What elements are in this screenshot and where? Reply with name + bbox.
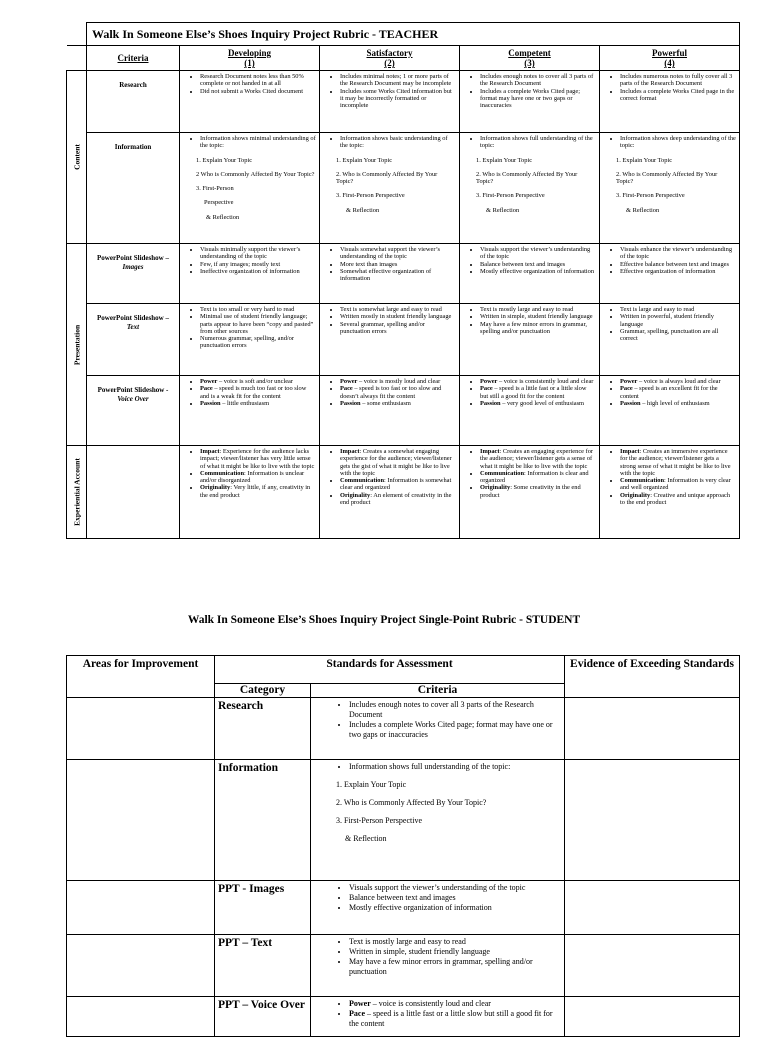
bullet-list <box>324 246 456 282</box>
standards-header: Standards for Assessment <box>215 656 565 684</box>
bullet-item: • Few, if any images; mostly text <box>200 261 316 268</box>
numbered-line: & Reflection <box>346 206 380 214</box>
rubric-cell <box>320 71 460 133</box>
bullet-list <box>315 700 560 740</box>
bullet-item: • Includes some Works Cited information but it may be incorrectly formatted or incomplete <box>340 88 456 110</box>
student-rubric-table <box>66 655 740 1037</box>
improvement-cell <box>67 935 215 997</box>
bullet-text: – speed is a little fast or a little slow but still a good fit for the content <box>480 385 587 400</box>
bullet-item <box>200 470 316 485</box>
numbered-line: 2. Who is Commonly Affected By Your Topic? <box>336 798 487 807</box>
rubric-cell <box>180 376 320 446</box>
improvement-cell <box>67 881 215 935</box>
bullet-item: • Visuals enhance the viewer’s understanding of the topic <box>620 246 736 261</box>
bullet-item <box>480 484 596 499</box>
bullet-item <box>340 477 456 492</box>
bullet-text: : Creates an engaging experience for the audience; viewer/listener gets a sense of what it might be like to live with the topic <box>480 448 594 470</box>
bullet-list <box>184 378 316 407</box>
criterion-label: Information <box>87 133 180 244</box>
bullet-item: • Effective organization of information <box>620 268 736 275</box>
bullet-text: – voice is soft and/or unclear <box>217 378 293 385</box>
bullet-item: • Visuals support the viewer’s understanding of the topic <box>349 883 560 893</box>
criterion-label: Research <box>87 71 180 133</box>
bullet-item: • Information shows full understanding of the topic: <box>349 762 560 772</box>
criterion-label: PowerPoint Slideshow – Text <box>87 304 180 376</box>
bullet-item <box>620 400 736 407</box>
numbered-line: & Reflection <box>206 213 240 221</box>
bullet-text: : Creative and unique approach to the end product <box>620 491 731 507</box>
bullet-term: Communication <box>200 469 245 477</box>
bullet-item: • Text is mostly large and easy to read <box>480 306 596 313</box>
bullet-list <box>324 73 456 109</box>
bullet-item: • Information shows deep understanding of the topic: <box>620 135 736 150</box>
bullet-list <box>315 883 560 913</box>
bullet-item: • Visuals somewhat support the viewer’s understanding of the topic <box>340 246 456 261</box>
evidence-header: Evidence of Exceeding Standards <box>565 656 740 698</box>
bullet-text: – speed is a little fast or a little slow but still a good fit for the content <box>349 1009 553 1028</box>
bullet-item: • Written mostly in student friendly language <box>340 313 456 320</box>
numbered-line: & Reflection <box>486 206 520 214</box>
bullet-item: • Numerous grammar, spelling, and/or punctuation errors <box>200 335 316 350</box>
bullet-item <box>620 385 736 400</box>
bullet-list <box>464 448 596 499</box>
category-label: Information <box>215 760 311 881</box>
bullet-term: Communication <box>340 477 385 485</box>
numbered-line: 1. Explain Your Topic <box>336 780 407 789</box>
bullet-item <box>480 448 596 470</box>
evidence-cell <box>565 997 740 1037</box>
bullet-text: – high level of enthusiasm <box>640 399 710 407</box>
section-label: Content <box>67 71 87 244</box>
bullet-item: • Visuals minimally support the viewer’s understanding of the topic <box>200 246 316 261</box>
bullet-text: : Information is very clear and well organized <box>620 477 731 492</box>
bullet-term: Pace <box>620 385 633 393</box>
numbered-line: Perspective <box>204 199 234 207</box>
bullet-list <box>315 999 560 1029</box>
numbered-line: & Reflection <box>626 206 660 214</box>
bullet-list <box>464 306 596 335</box>
bullet-list <box>324 306 456 335</box>
bullet-term: Power <box>340 378 358 385</box>
bullet-text: – speed is too fast or too slow and doesn’t always fit the content <box>340 385 442 400</box>
level-header: Satisfactory (2) <box>320 46 460 71</box>
bullet-list <box>604 246 736 275</box>
bullet-item: • Information shows basic understanding of the topic: <box>340 135 456 150</box>
criteria-cell <box>311 760 565 881</box>
bullet-list <box>184 73 316 95</box>
criterion-label: PowerPoint Slideshow – Images <box>87 244 180 304</box>
criterion-label: PowerPoint Slideshow - Voice Over <box>87 376 180 446</box>
bullet-item <box>480 378 596 385</box>
rubric-cell <box>180 446 320 539</box>
rubric-cell <box>180 244 320 304</box>
rubric-cell <box>320 133 460 244</box>
bullet-list <box>464 246 596 275</box>
bullet-term: Passion <box>200 399 221 407</box>
numbered-line: 2. Who is Commonly Affected By Your Topic? <box>616 170 718 186</box>
bullet-term: Originality <box>480 484 511 492</box>
bullet-list <box>604 448 736 506</box>
bullet-term: Power <box>480 378 498 385</box>
bullet-list <box>464 135 596 150</box>
rubric-cell <box>180 71 320 133</box>
student-rubric-title: Walk In Someone Else’s Shoes Inquiry Project Single-Point Rubric - STUDENT <box>187 614 581 626</box>
bullet-item: • Includes a complete Works Cited page; format may have one or two gaps or inaccuracies <box>349 720 560 740</box>
bullet-item: • Several grammar, spelling and/or punctuation errors <box>340 321 456 336</box>
bullet-list <box>464 73 596 109</box>
criterion-label <box>87 446 180 539</box>
level-header: Powerful (4) <box>600 46 740 71</box>
rubric-cell <box>460 244 600 304</box>
bullet-list <box>604 378 736 407</box>
numbered-line: 1. Explain Your Topic <box>336 156 393 164</box>
bullet-text: – voice is mostly loud and clear <box>357 378 441 385</box>
bullet-item <box>620 477 736 492</box>
bullet-item <box>200 378 316 385</box>
category-label: PPT – Voice Over <box>215 997 311 1037</box>
bullet-item: • More text than images <box>340 261 456 268</box>
bullet-item: • Balance between text and images <box>480 261 596 268</box>
evidence-cell <box>565 698 740 760</box>
bullet-term: Passion <box>480 399 501 407</box>
improvement-cell <box>67 760 215 881</box>
category-label: PPT - Images <box>215 881 311 935</box>
bullet-item <box>480 385 596 400</box>
bullet-item <box>349 999 560 1009</box>
bullet-term: Pace <box>340 385 353 393</box>
improvement-cell <box>67 698 215 760</box>
bullet-list <box>604 306 736 342</box>
bullet-term: Passion <box>340 399 361 407</box>
improvement-cell <box>67 997 215 1037</box>
criteria-header: Criteria <box>311 684 565 698</box>
bullet-item <box>200 385 316 400</box>
level-header: Competent (3) <box>460 46 600 71</box>
category-label: PPT – Text <box>215 935 311 997</box>
bullet-item: • Mostly effective organization of information <box>480 268 596 275</box>
numbered-line: 2 Who is Commonly Affected By Your Topic? <box>196 170 315 178</box>
rubric-cell <box>320 446 460 539</box>
bullet-item: • Text is large and easy to read <box>620 306 736 313</box>
bullet-list <box>324 135 456 150</box>
bullet-text: : Information is clear and organized <box>480 469 589 485</box>
bullet-item: • Did not submit a Works Cited document <box>200 88 316 95</box>
bullet-item: • Includes numerous notes to fully cover all 3 parts of the Research Document <box>620 73 736 88</box>
evidence-cell <box>565 935 740 997</box>
rubric-cell <box>600 244 740 304</box>
bullet-item: • Text is mostly large and easy to read <box>349 937 560 947</box>
bullet-item <box>200 400 316 407</box>
bullet-term: Originality <box>620 491 651 499</box>
bullet-text: – voice is consistently loud and clear <box>497 378 594 385</box>
bullet-item: • Grammar, spelling, punctuation are all correct <box>620 328 736 343</box>
bullet-item: • Mostly effective organization of information <box>349 903 560 913</box>
numbered-line: 1. Explain Your Topic <box>616 156 673 164</box>
numbered-line: & Reflection <box>345 834 387 843</box>
bullet-text: – very good level of enthusiasm <box>500 399 585 407</box>
rubric-cell <box>460 304 600 376</box>
bullet-term: Pace <box>200 385 213 393</box>
bullet-term: Passion <box>620 399 641 407</box>
bullet-term: Pace <box>480 385 493 393</box>
rubric-cell <box>460 376 600 446</box>
bullet-term: Communication <box>480 469 525 477</box>
bullet-text: – speed is much too fast or too slow and is a weak fit for the content <box>200 385 307 400</box>
rubric-cell <box>460 133 600 244</box>
rubric-cell <box>600 71 740 133</box>
criteria-cell <box>311 698 565 760</box>
rubric-cell <box>320 304 460 376</box>
rubric-cell <box>600 446 740 539</box>
numbered-line: 3. First-Person Perspective <box>476 192 545 200</box>
rubric-cell <box>460 71 600 133</box>
bullet-list <box>315 762 560 772</box>
blank-corner <box>67 23 87 46</box>
bullet-item: • Written in simple, student friendly language <box>349 947 560 957</box>
bullet-item <box>340 448 456 477</box>
bullet-item: • Includes a complete Works Cited page in the correct format <box>620 88 736 103</box>
bullet-list <box>324 378 456 407</box>
bullet-term: Impact <box>480 448 500 455</box>
bullet-item <box>200 484 316 499</box>
bullet-item: • May have a few minor errors in grammar, spelling and/or punctuation <box>349 957 560 977</box>
bullet-text: – speed is an excellent fit for the content <box>620 385 718 400</box>
bullet-text: : Information is unclear and/or disorganized <box>200 469 305 485</box>
bullet-list <box>184 306 316 350</box>
bullet-term: Power <box>349 999 371 1008</box>
areas-improvement-header: Areas for Improvement <box>67 656 215 698</box>
bullet-item: • Includes enough notes to cover all 3 parts of the Research Document <box>480 73 596 88</box>
blank-corner <box>67 46 87 71</box>
numbered-line: 2. Who is Commonly Affected By Your Topic? <box>336 170 438 186</box>
bullet-text: – voice is consistently loud and clear <box>370 999 491 1008</box>
evidence-cell <box>565 760 740 881</box>
bullet-list <box>324 448 456 506</box>
bullet-item <box>340 400 456 407</box>
category-label: Research <box>215 698 311 760</box>
rubric-cell <box>180 133 320 244</box>
category-header: Category <box>215 684 311 698</box>
bullet-item: • Information shows minimal understanding of the topic: <box>200 135 316 150</box>
bullet-text: : Information is somewhat clear and organized <box>340 477 452 492</box>
bullet-list <box>184 448 316 499</box>
bullet-item <box>340 378 456 385</box>
rubric-cell <box>600 376 740 446</box>
bullet-text: : Very little, if any, creativity in the end product <box>200 484 311 499</box>
numbered-line: 3. First-Person Perspective <box>336 816 422 825</box>
bullet-item <box>480 400 596 407</box>
bullet-term: Pace <box>349 1009 365 1018</box>
bullet-item: • Minimal use of student friendly language; parts appear to have been “copy and pasted” from other sources <box>200 313 316 335</box>
bullet-item: • May have a few minor errors in grammar, spelling and/or punctuation <box>480 321 596 336</box>
bullet-item: • Text is too small or very hard to read <box>200 306 316 313</box>
rubric-cell <box>600 133 740 244</box>
criteria-cell <box>311 935 565 997</box>
section-label: Experiential Account <box>67 446 87 539</box>
bullet-item: • Effective balance between text and images <box>620 261 736 268</box>
numbered-line: 1. Explain Your Topic <box>476 156 533 164</box>
bullet-text: : Experience for the audience lacks impact; viewer/listener has very little sense of what it might be like to live with the topic <box>200 448 315 470</box>
rubric-cell <box>460 446 600 539</box>
numbered-line: 3. First-Person Perspective <box>616 192 685 200</box>
bullet-item: • Includes minimal notes; 1 or more parts of the Research Document may be incomplete <box>340 73 456 88</box>
bullet-item: • Written in simple, student friendly language <box>480 313 596 320</box>
bullet-item <box>620 378 736 385</box>
bullet-item: • Research Document notes less than 50% complete or not handed in at all <box>200 73 316 88</box>
numbered-line: 3. First-Person Perspective <box>336 192 405 200</box>
bullet-text: : An element of creativity in the end product <box>340 491 452 507</box>
bullet-item <box>620 492 736 507</box>
bullet-item: • Ineffective organization of information <box>200 268 316 275</box>
bullet-list <box>184 246 316 275</box>
rubric-cell <box>180 304 320 376</box>
bullet-text: – little enthusiasm <box>220 399 270 407</box>
bullet-item: • Written in powerful, student friendly language <box>620 313 736 328</box>
bullet-item <box>200 448 316 470</box>
bullet-list <box>604 135 736 150</box>
bullet-list <box>604 73 736 102</box>
section-label: Presentation <box>67 244 87 446</box>
bullet-item <box>620 448 736 477</box>
bullet-term: Impact <box>340 448 360 455</box>
bullet-term: Originality <box>340 491 371 499</box>
criteria-cell <box>311 997 565 1037</box>
bullet-item <box>340 492 456 507</box>
bullet-item: • Information shows full understanding of the topic: <box>480 135 596 150</box>
bullet-item <box>480 470 596 485</box>
bullet-item: • Includes a complete Works Cited page; format may have one or two gaps or inaccuracies <box>480 88 596 110</box>
bullet-term: Power <box>200 378 218 385</box>
bullet-item <box>349 1009 560 1029</box>
bullet-term: Impact <box>620 448 640 455</box>
bullet-text: : Creates a somewhat engaging experience for the audience; viewer/listener gets the gist of what it might be like to live with the topic <box>340 448 452 477</box>
bullet-term: Originality <box>200 484 231 492</box>
criteria-header: Criteria <box>87 46 180 71</box>
bullet-list <box>184 135 316 150</box>
teacher-rubric-title: Walk In Someone Else’s Shoes Inquiry Project Rubric - TEACHER <box>87 23 740 46</box>
bullet-list <box>464 378 596 407</box>
bullet-list <box>315 937 560 977</box>
bullet-term: Power <box>620 378 638 385</box>
bullet-item: • Visuals support the viewer’s understanding of the topic <box>480 246 596 261</box>
rubric-cell <box>320 244 460 304</box>
rubric-cell <box>600 304 740 376</box>
bullet-term: Impact <box>200 448 220 455</box>
bullet-item: • Somewhat effective organization of information <box>340 268 456 283</box>
bullet-text: – voice is always loud and clear <box>637 378 721 385</box>
rubric-cell <box>320 376 460 446</box>
bullet-text: : Creates an immersive experience for the audience; viewer/listener gets a strong sense of what it might be like to live with the topic <box>620 448 731 477</box>
bullet-item: • Balance between text and images <box>349 893 560 903</box>
bullet-text: – some enthusiasm <box>360 399 411 407</box>
teacher-rubric-table <box>66 22 740 539</box>
numbered-line: 3. First-Person <box>196 185 234 193</box>
numbered-line: 1. Explain Your Topic <box>196 156 253 164</box>
bullet-item <box>340 385 456 400</box>
bullet-term: Communication <box>620 477 665 485</box>
bullet-item: • Text is somewhat large and easy to read <box>340 306 456 313</box>
evidence-cell <box>565 881 740 935</box>
bullet-item: • Includes enough notes to cover all 3 parts of the Research Document <box>349 700 560 720</box>
criteria-cell <box>311 881 565 935</box>
numbered-line: 2. Who is Commonly Affected By Your Topic? <box>476 170 578 186</box>
level-header: Developing (1) <box>180 46 320 71</box>
bullet-text: : Some creativity in the end product <box>480 484 581 499</box>
